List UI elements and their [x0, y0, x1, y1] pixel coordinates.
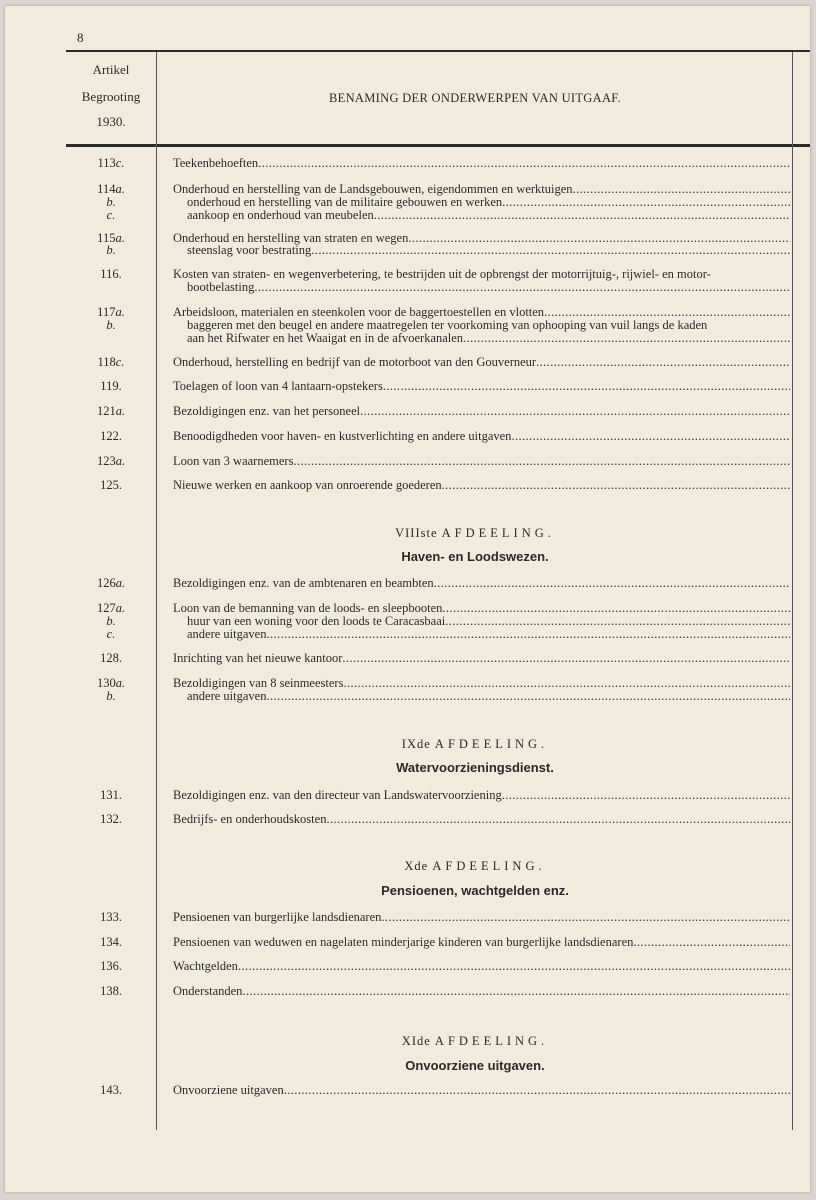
- header-artikel: Artikel: [92, 62, 130, 77]
- row-text: aankoop en onderhoud van meubelen: [187, 208, 374, 222]
- article-suffix: a.: [115, 576, 126, 590]
- table-row: [66, 788, 792, 803]
- section-ordinal: IXde: [401, 737, 431, 751]
- leader-dots: [254, 280, 790, 295]
- table-row: [66, 355, 792, 370]
- article-number: 132.: [100, 812, 122, 826]
- header-rule: [66, 144, 810, 147]
- row-text: Kosten van straten- en wegenverbetering, te bestrijden uit de opbrengst der motorrijtuig-, rijwiel- en motor-: [173, 267, 711, 281]
- section-heading: [160, 859, 790, 874]
- row-text: aan het Rifwater en het Waaigat en in de afvoerkanalen: [187, 331, 464, 345]
- row-text: Onderhoud en herstelling van de Landsgebouwen, eigendommen en werktuigen: [173, 182, 573, 196]
- section-heading: [160, 1034, 790, 1049]
- article-number: 127: [96, 601, 116, 615]
- row-text: steenslag voor bestrating: [187, 243, 312, 257]
- row-text: Bedrijfs- en onderhoudskosten: [173, 812, 327, 826]
- row-text: Wachtgelden: [173, 959, 238, 973]
- leader-dots: [434, 576, 790, 591]
- right-border: [792, 52, 793, 1130]
- row-text: Nieuwe werken en aankoop van onroerende goederen: [173, 478, 442, 492]
- table-row: [66, 454, 792, 469]
- leader-dots: [326, 812, 790, 827]
- row-text: Loon van 3 waarnemers: [173, 454, 294, 468]
- row-text: Inrichting van het nieuwe kantoor: [173, 651, 343, 665]
- table-row: [66, 331, 792, 346]
- article-number: 115: [97, 231, 116, 245]
- row-text: Bezoldigingen enz. van den directeur van Landswatervoorziening: [173, 788, 502, 802]
- table-row: [66, 576, 792, 591]
- article-number: 121: [96, 404, 116, 418]
- article-suffix: b.: [106, 614, 116, 628]
- section-ordinal: Xde: [404, 859, 429, 873]
- leader-dots: [381, 910, 790, 925]
- row-text: onderhoud en herstelling van de militaire gebouwen en werken: [187, 195, 503, 209]
- article-suffix: b.: [106, 195, 116, 209]
- article-suffix: a.: [115, 305, 125, 319]
- section-heading: [160, 737, 790, 752]
- article-number: 134.: [100, 935, 122, 949]
- leader-dots: [633, 935, 790, 950]
- article-number: 116.: [100, 267, 122, 281]
- row-text: Teekenbehoeften: [173, 156, 259, 170]
- page-number: 8: [77, 30, 84, 45]
- article-suffix: a.: [115, 601, 126, 615]
- table-row: [66, 478, 792, 493]
- section-title: Onvoorziene uitgaven.: [405, 1058, 545, 1073]
- article-number: 119.: [100, 379, 122, 393]
- article-number: 122.: [100, 429, 122, 443]
- row-text: baggeren met den beugel en andere maatregelen ter voorkoming van ophooping van vuil langs de kaden: [187, 318, 708, 332]
- leader-dots: [360, 404, 790, 419]
- article-suffix: c.: [115, 156, 125, 170]
- row-text: Bezoldigingen van 8 seinmeesters: [173, 676, 344, 690]
- header-begrooting: Begrooting: [81, 89, 141, 104]
- article-number: 126: [96, 576, 116, 590]
- leader-dots: [284, 1083, 790, 1098]
- header-year: 1930.: [96, 114, 126, 129]
- table-row: [66, 651, 792, 666]
- header-title: BENAMING DER ONDERWERPEN VAN UITGAAF.: [329, 91, 621, 105]
- article-number: 128.: [100, 651, 122, 665]
- row-text: Benoodigdheden voor haven- en kustverlichting en andere uitgaven: [173, 429, 512, 443]
- table-row: [66, 984, 792, 999]
- row-text: Pensioenen van weduwen en nagelaten minderjarige kinderen van burgerlijke landsdienaren: [173, 935, 634, 949]
- article-number: 123: [96, 454, 116, 468]
- article-number: 133.: [100, 910, 122, 924]
- table-row: [66, 243, 792, 258]
- article-suffix: c.: [106, 208, 116, 222]
- row-text: Onderhoud en herstelling van straten en wegen: [173, 231, 409, 245]
- table-row: [66, 429, 792, 444]
- article-number: 130: [96, 676, 116, 690]
- row-text: Toelagen of loon van 4 lantaarn-opstekers: [173, 379, 383, 393]
- article-number: 113: [97, 156, 116, 170]
- leader-dots: [374, 208, 790, 223]
- table-row: [66, 379, 792, 394]
- article-number: 125.: [100, 478, 122, 492]
- leader-dots: [511, 429, 790, 444]
- section-title: Watervoorzieningsdienst.: [396, 760, 554, 775]
- leader-dots: [442, 478, 790, 493]
- leader-dots: [242, 984, 790, 999]
- article-number: 114: [97, 182, 116, 196]
- article-suffix: b.: [106, 689, 116, 703]
- article-suffix: a.: [115, 454, 126, 468]
- table-row: [66, 627, 792, 642]
- leader-dots: [238, 959, 790, 974]
- table-row: [66, 280, 792, 295]
- top-rule: [66, 50, 810, 52]
- table-row: [66, 156, 792, 171]
- section-word: AFDEELING.: [434, 737, 549, 751]
- section-heading: [160, 526, 790, 541]
- table-row: [66, 959, 792, 974]
- article-suffix: a.: [115, 404, 126, 418]
- row-text: Onvoorziene uitgaven: [173, 1083, 284, 1097]
- row-text: Pensioenen van burgerlijke landsdienaren: [173, 910, 382, 924]
- article-number: 143.: [100, 1083, 122, 1097]
- leader-dots: [293, 454, 790, 469]
- article-suffix: c.: [115, 355, 125, 369]
- leader-dots: [266, 627, 790, 642]
- article-number: 131.: [100, 788, 122, 802]
- table-row: [66, 404, 792, 419]
- section-ordinal: VIIIste: [395, 526, 438, 540]
- leader-dots: [266, 689, 790, 704]
- row-text: Bezoldigingen enz. van de ambtenaren en beambten: [173, 576, 434, 590]
- row-text: bootbelasting: [187, 280, 255, 294]
- article-suffix: a.: [115, 182, 125, 196]
- section-ordinal: XIde: [401, 1034, 431, 1048]
- section-title: Haven- en Loodswezen.: [401, 549, 549, 564]
- article-number: 136.: [100, 959, 122, 973]
- row-text: Onderstanden: [173, 984, 243, 998]
- table-row: [66, 1083, 792, 1098]
- row-text: andere uitgaven: [187, 627, 267, 641]
- article-number: 117: [97, 305, 116, 319]
- table-row: [66, 812, 792, 827]
- section-title: Pensioenen, wachtgelden enz.: [381, 883, 569, 898]
- leader-dots: [383, 379, 790, 394]
- article-number: 138.: [100, 984, 122, 998]
- table-row: [66, 208, 792, 223]
- leader-dots: [311, 243, 790, 258]
- leader-dots: [502, 788, 790, 803]
- article-suffix: a.: [115, 231, 125, 245]
- table-row: [66, 910, 792, 925]
- row-text: andere uitgaven: [187, 689, 267, 703]
- article-suffix: c.: [106, 627, 116, 641]
- leader-dots: [463, 331, 790, 346]
- row-text: Arbeidsloon, materialen en steenkolen voor de baggertoestellen en vlotten: [173, 305, 545, 319]
- leader-dots: [536, 355, 790, 370]
- section-word: AFDEELING.: [434, 1034, 549, 1048]
- article-suffix: a.: [115, 676, 126, 690]
- section-word: AFDEELING.: [432, 859, 546, 873]
- article-suffix: b.: [106, 243, 116, 257]
- table-row: [66, 689, 792, 704]
- article-suffix: b.: [106, 318, 116, 332]
- leader-dots: [258, 156, 790, 171]
- table-row: [66, 935, 792, 950]
- row-text: Onderhoud, herstelling en bedrijf van de motorboot van den Gouverneur: [173, 355, 537, 369]
- row-text: Loon van de bemanning van de loods- en sleepbooten: [173, 601, 443, 615]
- row-text: Bezoldigingen enz. van het personeel: [173, 404, 361, 418]
- section-word: AFDEELING.: [441, 526, 555, 540]
- leader-dots: [342, 651, 790, 666]
- row-text: huur van een woning voor den loods te Caracasbaai: [187, 614, 446, 628]
- article-number: 118: [97, 355, 116, 369]
